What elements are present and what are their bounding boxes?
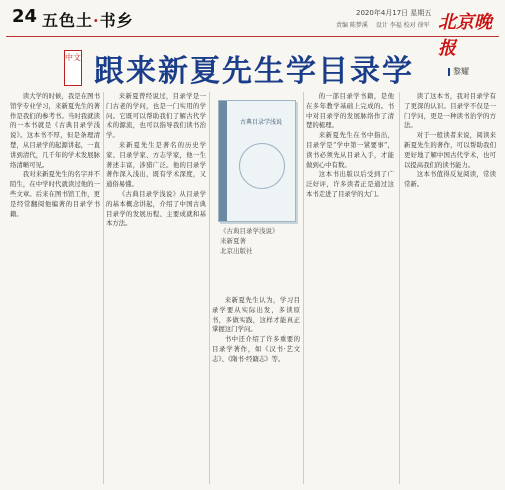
staff-credits: 责编 陈梦溪 设计 李福 校对 徐军 <box>336 22 430 29</box>
text-column-5: 读了这本书，我对目录学有了更深的认识。目录学不仅是一门学问，更是一种读书治学的方法。 对于一般读者来说，阅读来新夏先生的著作，可以帮助我们更好地了解中国古代学术，也可以提高我们的读书能力。 这本书值得反复阅读，常读常新。 <box>404 92 496 189</box>
column-divider <box>303 92 304 484</box>
article-title-area <box>6 40 499 90</box>
masthead-logo: 北京晚报 <box>438 12 492 59</box>
article-title: 跟来新夏先生学目录学 <box>94 54 414 89</box>
author-marker <box>448 68 450 76</box>
book-cover-ornament <box>239 143 285 189</box>
page-number: 24 <box>12 6 38 27</box>
column-divider <box>399 92 400 484</box>
publication-date: 2020年4月17日 星期五 <box>356 9 432 17</box>
text-column-1: 读大学的时候，我是在图书馆学专业学习，来新夏先生的著作是我们的参考书。当时我就读的一本书就是《古典目录学浅说》。这本书不厚，但是条理清楚，从目录学的起源讲起，一直讲到清代，几千年的学术发展脉络清晰可见。 我对来新夏先生的名字并不陌生，在中学时代就读过他的一些文章。后来在图书馆工作，更是经常翻阅他编著的目录学书籍。 <box>10 92 100 218</box>
column-divider <box>103 92 104 484</box>
article-body <box>6 92 499 484</box>
subsection-name: 书乡 <box>99 11 134 30</box>
book-caption: 《古典目录学浅说》 来新夏著 北京出版社 <box>220 227 279 255</box>
text-column-3: 来新夏先生认为，学习目录学要从实际出发，多读原书，多做实践，这样才能真正掌握这门学问。 书中还介绍了许多重要的目录学著作，如《汉书·艺文志》、《隋书·经籍志》等。 <box>212 296 300 363</box>
author-byline: 黎耀 <box>448 66 469 77</box>
section-name: 五色土·书乡 <box>42 11 134 30</box>
text-column-4: 的一部目录学书籍，是他在多年教学基础上完成的。书中对目录学的发展脉络作了清楚的梳理。 来新夏先生在书中指出，目录学是“学中第一紧要事”，读书必须先从目录入手，才能做到心中有数。 这本书出版以后受到了广泛好评，许多读者正是通过这本书走进了目录学的大门。 <box>306 92 394 198</box>
book-cover-title: 古典目录学浅说 <box>239 119 282 126</box>
book-cover-image <box>218 100 296 222</box>
column-tag: 中文 <box>64 50 82 86</box>
column-divider <box>209 92 210 484</box>
text-column-2: 来新夏曾经说过，目录学是一门古老的学问，也是一门实用的学问。它既可以帮助我们了解古代学术的源流，也可以指导我们读书治学。 来新夏先生是著名的历史学家、目录学家、方志学家，他一生著述丰富，涉猎广泛。他的目录学著作深入浅出，既有学术深度，又通俗易懂。 《古典目录学浅说》从目录学的基本概念讲起，介绍了中国古典目录学的发展历程、主要成就和基本方法。 <box>106 92 206 228</box>
book-spine <box>219 101 227 221</box>
book-illustration <box>214 100 298 270</box>
